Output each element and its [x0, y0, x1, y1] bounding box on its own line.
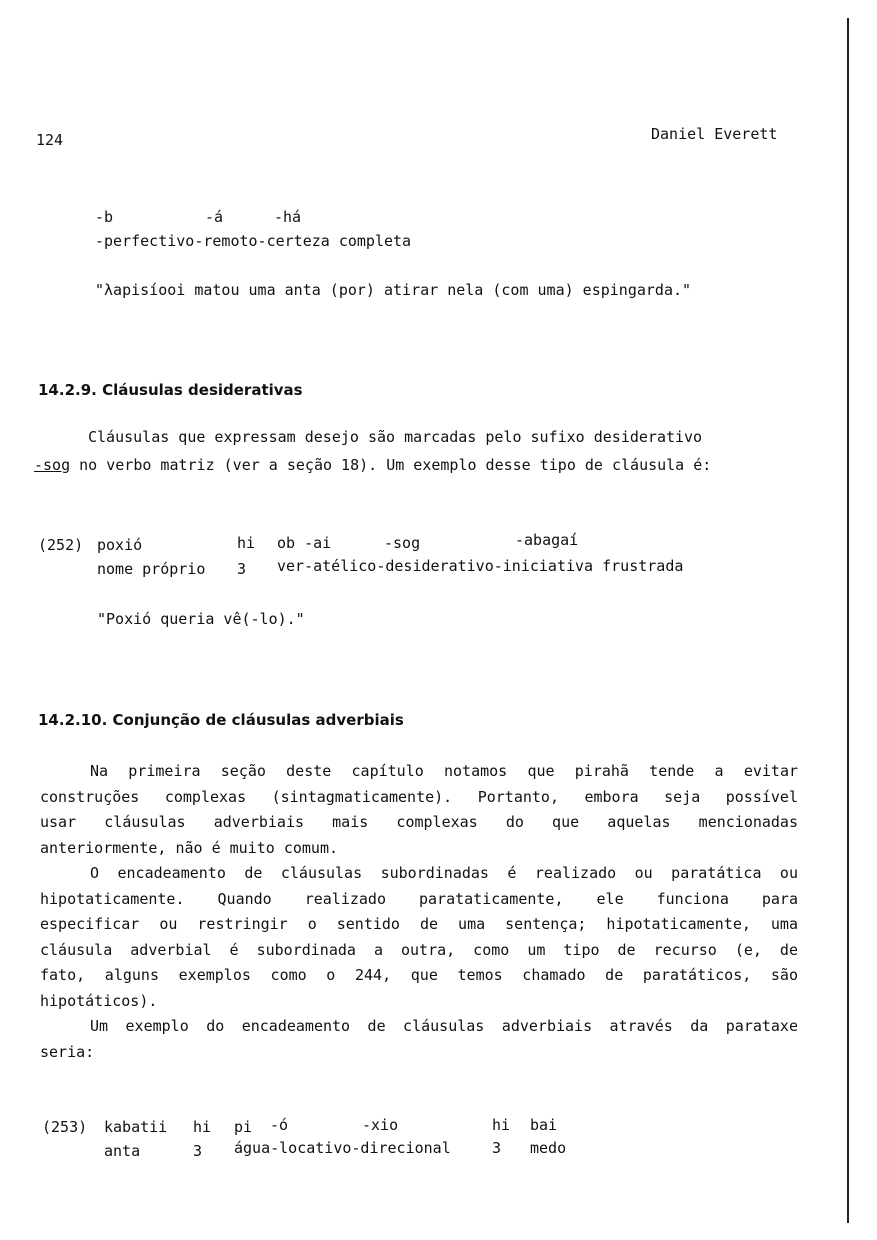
paragraph-line: hipotáticos). [40, 991, 158, 1010]
suffix-sog: -sog [34, 456, 71, 474]
example-word: kabatii [104, 1118, 168, 1136]
section-heading: 14.2.9. Cláusulas desiderativas [38, 381, 303, 399]
paragraph-line: seria: [40, 1042, 95, 1061]
page-edge-line [847, 18, 849, 1223]
example-word: hi [492, 1116, 511, 1134]
example-gloss: nome próprio [97, 560, 206, 578]
example-number: (252) [38, 536, 84, 554]
paragraph-line: usar cláusulas adverbiais mais complexas do que aquelas mencionadas [40, 813, 798, 831]
paragraph [40, 1014, 798, 1065]
example-gloss: 3 [237, 560, 247, 578]
example-word: pi [234, 1118, 253, 1136]
paragraph [40, 861, 798, 1014]
paragraph-line: anteriormente, não é muito comum. [40, 838, 339, 857]
page-number: 124 [36, 131, 64, 149]
example-gloss: água-locativo-direcional [234, 1139, 451, 1157]
example-word: -xio [362, 1116, 399, 1134]
paragraph-line: Cláusulas que expressam desejo são marcadas pelo sufixo desiderativo [88, 428, 703, 446]
translation-line: "λapisíooi matou uma anta (por) atirar nela (com uma) espingarda." [95, 281, 692, 299]
example-gloss: 3 [492, 1139, 502, 1157]
paragraph-line: construções complexas (sintagmaticamente). Portanto, embora seja possível [40, 787, 798, 806]
paragraph-line: especificar ou restringir o sentido de uma sentença; hipotaticamente, uma [40, 915, 798, 933]
example-word: -abagaí [515, 531, 579, 549]
example-word: ob -ai [277, 534, 332, 552]
morpheme: -á [205, 208, 224, 226]
example-gloss: 3 [193, 1142, 203, 1160]
example-word: bai [530, 1116, 558, 1134]
morpheme: -b [95, 208, 114, 226]
example-translation: "Poxió queria vê(-lo)." [97, 610, 305, 628]
example-word: -ó [270, 1116, 289, 1134]
example-word: hi [193, 1118, 212, 1136]
paragraph-line-rest: no verbo matriz (ver a seção 18). Um exemplo desse tipo de cláusula é: [70, 456, 712, 474]
example-word: -sog [384, 534, 421, 552]
example-gloss: ver-atélico-desiderativo-iniciativa frustrada [277, 557, 684, 575]
example-word: poxió [97, 536, 143, 554]
paragraph-line: Um exemplo do encadeamento de cláusulas adverbiais através da parataxe [90, 1017, 798, 1035]
paragraph-line: O encadeamento de cláusulas subordinadas é realizado ou paratática ou [90, 864, 798, 882]
paragraph [40, 759, 798, 861]
paragraph-line: hipotaticamente. Quando realizado parataticamente, ele funciona para [40, 889, 798, 908]
section-heading: 14.2.10. Conjunção de cláusulas adverbiais [38, 711, 404, 729]
example-gloss: anta [104, 1142, 141, 1160]
paragraph-line: fato, alguns exemplos como o 244, que temos chamado de paratáticos, são [40, 966, 798, 984]
gloss-line: -perfectivo-remoto-certeza completa [95, 232, 412, 250]
paragraph-line: Na primeira seção deste capítulo notamos que pirahã tende a evitar [90, 762, 798, 780]
example-word: hi [237, 534, 256, 552]
example-gloss: medo [530, 1139, 567, 1157]
running-header-author: Daniel Everett [651, 125, 778, 143]
paragraph-line: cláusula adverbial é subordinada a outra, como um tipo de recurso (e, de [40, 940, 798, 959]
morpheme: -há [274, 208, 302, 226]
example-number: (253) [42, 1118, 88, 1136]
paragraph-line [34, 458, 711, 473]
